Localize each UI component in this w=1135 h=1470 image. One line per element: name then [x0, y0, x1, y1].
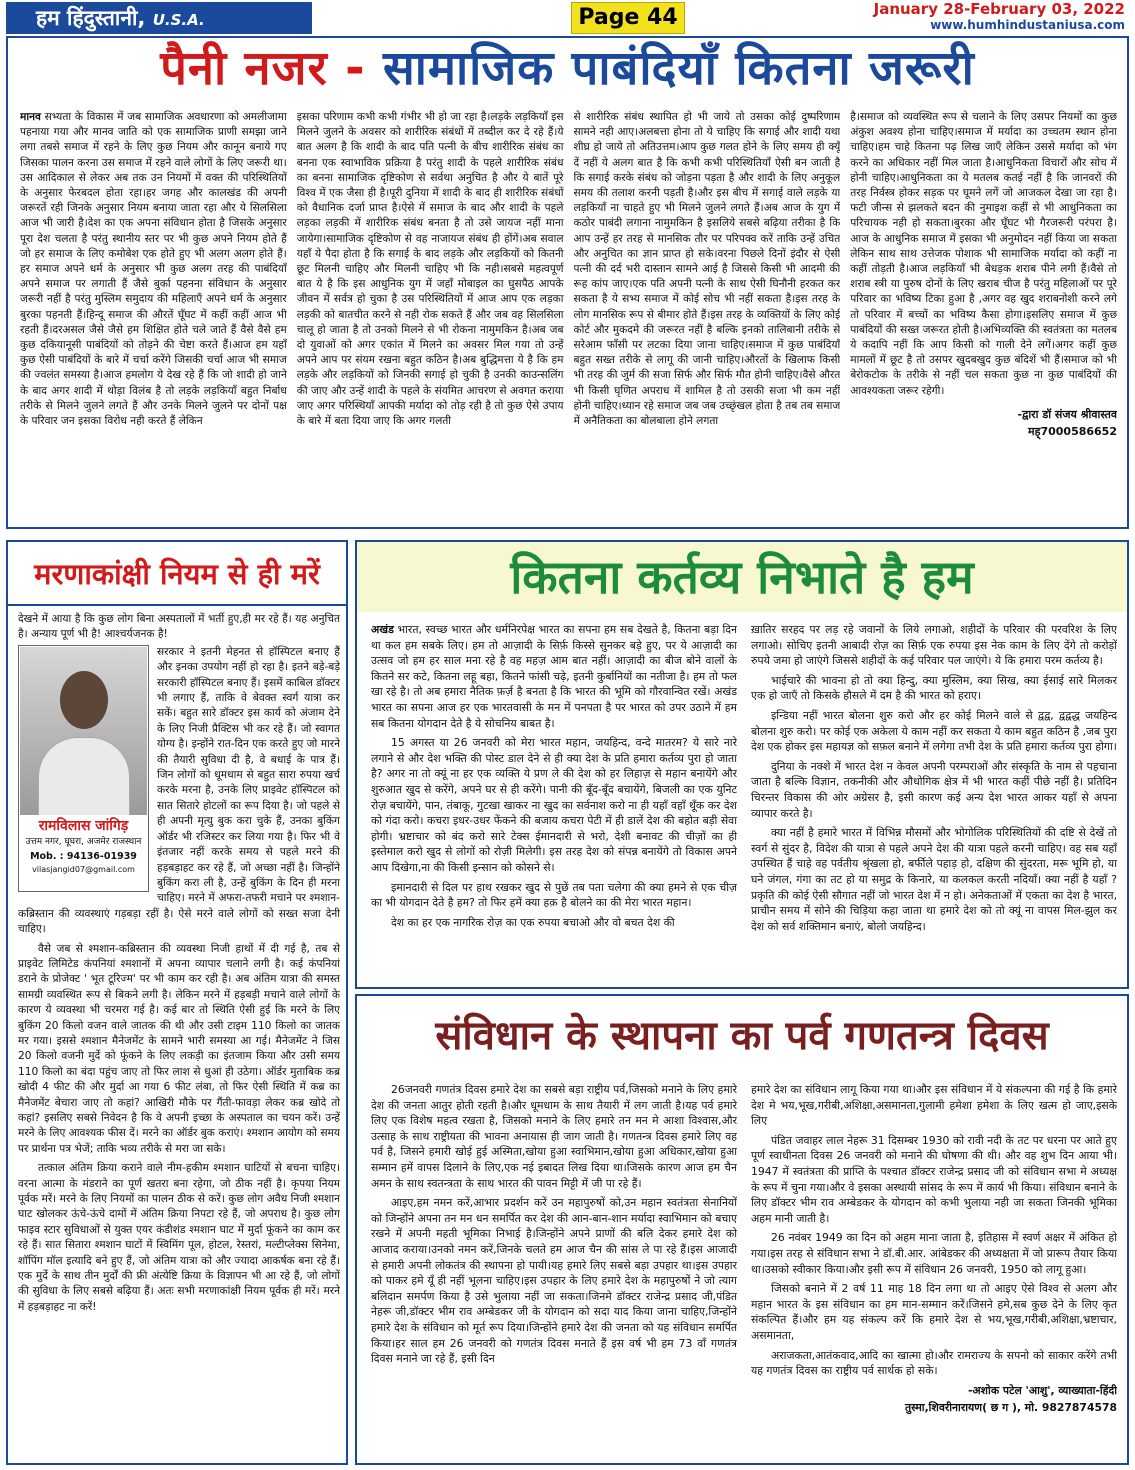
headline-prefix: पैनी नजर -: [160, 41, 366, 96]
page-header: [0, 0, 1135, 36]
text-column: [751, 1082, 1117, 1460]
paragraph: 26जनवरी गणतंत्र दिवस हमारे देश का सबसे बड़ा राष्ट्रीय पर्व,जिसको मनाने के लिए हमारे देश की जनता आतुर होती रहती है।और धूमधाम के साथ तैयारी में लग जाती है।यह पर्व हमारे लिए एक विशेष महत्व रखता है, जिसको मनाने के लिए हमारे तन मन मे आशा विश्वास,और उत्साह के साथ राष्ट्रीयता की भावना अनायास ही जाग जाती है। गणतन्त्र दिवस हमारे लिए वह पर्व है, जिसने हमारी खोई हुई अस्मिता,खोया हुआ स्वाभिमान,खोया हुआ अधिकार,खोया हुआ सम्मान हमें वापस दिलाने के लिए,एक नई इबादत लिख दिया था।जिसके कारण आज हम चैन अमन के साथ स्वतन्त्रता के साथ भारत की पावन मिट्टी में जी पा रहे हैं।: [371, 1083, 737, 1190]
paragraph: आइए,हम नमन करें,आभार प्रदर्शन करें उन महापुरुषों को,उन महान स्वतंत्रता सेनानियों को जिन्होंने अपना तन मन धन समर्पित कर देश की आन-बान-शान मर्यादा स्वाभिमान को बचाए रखने में अपनी महती भूमिका निभाई है।जिन्होंने अपने प्राणों की बलि देकर हमारे देश को आजाद कराया।उनको नमन करें,जिनके चलते हम आज चैन की सांस ले पा रहे हैं।इस आजादी से हमारी अपनी लोकतंत्र की स्थापना हो पायी।यह हमारे लिए सबसे बड़ा उपहार था।इस उपहार को पाकर हमे यूँ ही नहीं भूलना चाहिए।इस उपहार के लिए हमारे देश के महापुरुषों ने जो त्याग बलिदान समर्पण किया है उसे भुलाया नहीं जा सकता।जिनमे डॉक्टर राजेन्द्र प्रसाद जी,पंडित नेहरू जी,डॉक्टर भीम राव अम्बेडकर जी के योगदान को सदा याद किया जाना चाहिए,जिन्होंने हमारे देश के संविधान को मूर्त रूप दिया।जिन्होंने हमारे देश की जनता को यह संविधान समर्पित किया।हर साल हम 26 जनवरी को गणतंत्र दिवस मनाते हैं इस वर्ष भी हम 73 वाँ गणतंत्र दिवस मनाने जा रहे हैं, इसी दिन: [371, 1196, 737, 1366]
author-phone: मह्7000586652: [1028, 425, 1117, 439]
masthead: [6, 2, 312, 34]
article-headline: संविधान के स्थापना का पर्व गणतन्त्र दिवस: [435, 1013, 1049, 1059]
article-headline: कितना कर्तव्य निभाते है हम: [510, 550, 974, 604]
paragraph: 15 अगस्त या 26 जनवरी को मेरा भारत महान, जयहिन्द, वन्दे मातरम? ये सारे नारे लगाने से और देश भक्ति की पोस्ट डाल देने से ही क्या देश के प्रति हमारा कर्तव्य पुरा हो जाता है? अगर ना तो क्यूं ना हर एक व्यक्ति ये प्रण ले की देश को हर लिहाज़ से महान बनायेंगे और शुरुआत खुद से करेंगे, अपने घर से ही करेंगे। पानी की बूँद-बूँद बचायेंगे, बिजली का एक युनिट रोज़ बचायेंगे, पान, तंबाकू, गुटखा खाकर ना खुद का सर्वनाश करो ना ही यहाँ वहाँ थूँक कर देश को गंदा करो। कचरा इधर-उधर फेंकने की बजाय कचरा पेटी में ही डालें देश की बहोत बड़ी सेवा होगी। भ्रष्टाचार को बंद करो सारे टेक्स ईमानदारी से भरो, देशी बनावट की चीज़ों का ही इस्तेमाल करो खुद से लोगों को रोज़ी मिलेगी। इस तरह देश को संपन्न बनायेंगे तो विकास अपने आप दिखेगा,ना की किसी इन्सान को कोसने से।: [371, 736, 737, 874]
author-byline: -अशोक पटेल 'आशु', व्याख्याता-हिंदी: [967, 1383, 1117, 1397]
author-photo: [20, 647, 147, 815]
intro-paragraph: देखने में आया है कि कुछ लोग बिना अस्पतालों में भर्ती हुए,ही मर रहे हैं। यह अनुचित है। अन्याय पूर्ण भी है! आश्चर्यजनक है!: [18, 613, 340, 641]
text-column: [850, 110, 1117, 522]
author-card: [18, 645, 149, 892]
headline-main: सामाजिक पाबंदियाँ कितना जरूरी: [382, 41, 975, 96]
article-columns: [371, 1082, 1117, 1460]
article-republic-day: [355, 994, 1129, 1465]
paragraph: जिसको बनाने में 2 वर्ष 11 माह 18 दिन लगा था तो आइए ऐसे विश्व से अलग और महान भारत के इस संविधान का हम मान-सम्मान करें।जिसने हमे,सब कुछ देने के लिए कृत संकल्पित हैं।और हम यह संकल्प करें कि हमारे देश से भय,भूख,गरीबी,अशिक्षा,भ्रष्टाचार, असमानता,: [751, 1282, 1117, 1342]
author-byline: -द्वारा डॉ संजय श्रीवास्तव: [1017, 407, 1117, 421]
paragraph: 26 नवंबर 1949 का दिन को अहम माना जाता है, इतिहास में स्वर्ण अक्षर में अंकित हो गया।इस तरह से संविधान सभा ने डॉ.बी.आर. आंबेडकर की अध्यक्षता में जो प्रारूप तैयार किया था।उसको स्वीकार किया।और इसी रूप में संविधान 26 जनवरी, 1950 को लागू हुआ।: [751, 1231, 1117, 1276]
paragraph: सरकार ने इतनी मेहनत से हॉस्पिटल बनाए हैं और इनका उपयोग नहीं हो रहा है। इतने बड़े-बड़े सरकारी हॉस्पिटल बनाए हैं। इसमें काबिल डॉक्टर भी लगाए हैं, ताकि वे बेवक्त स्वर्ग यात्रा कर सकें। बहुत सारे डॉक्टर इस कार्य को अंजाम देने के लिए निजी प्रैक्टिस भी कर रहे हैं। जो स्वागत योग्य है। इन्होंने रात-दिन एक करते हुए जो मारने की तैयारी सुविधा दी है, वे बधाई के पात्र हैं। जिन लोगों को धूमधाम से बहुत सारा रुपया खर्च करके मरना है, उनके लिए प्राइवेट हॉस्पिटल को सात सितारे होटलों का रूप दिया है। जो पहले से ही अपनी मृत्यु बुक करा चुके हैं, उनका बुकिंग ऑर्डर भी रजिस्टर कर लिया गया है। फिर भी वे इंतजार नहीं करके समय से पहले मरने की हड़बड़ाहट कर रहे हैं, जो अच्छा नहीं है। जिन्होंने बुकिंग करा ली है, उन्हें बुकिंग के दिन ही मरना चाहिए। मरने में अफरा-तफरी मचाने पर श्मशान-कब्रिस्तान की व्यवस्थाएं गड़बड़ा रहीं है। ऐसे मरने वाले लोगों को सख्त सजा देनी चाहिए।: [18, 645, 340, 936]
paragraph: ख़ातिर सरहद पर लड़ रहे जवानों के लिये लगाओ, शहीदों के परिवार की परवरिश के लिए लगाओ। सोचिए इतनी आबादी रोज़ का सिर्फ़ एक रुपया इस नेक काम के लिए देंगे तो करोड़ों रुपये जमा हो जाएंगे जिससे शहीदों के कई परिवार पल जाएंगे। ये कि हमारा परम कर्तव्य है।: [751, 623, 1117, 668]
author-email: vilasjangid07@gmail.com: [32, 864, 135, 874]
masthead-name: हम हिंदुस्तानी,: [36, 6, 146, 30]
text-column: से शारीरिक संबंध स्थापित हो भी जाये तो उसका कोई दुष्परिणाम सामने नही आए।अलबत्ता होना तो ये चाहिए कि सगाई और शादी यथा शीघ्र हो जाये तो अतिउत्तम।आप कुछ गलत होने के लिए समय ही क्यूँ दें नहीं ये अलग बात है कि कभी कभी परिस्थितियाँ ऐसी बन जाती है कि सगाई करके संबंध को जोड़ना पड़ता है और शादी के लिए अनुकूल समय की तलाश करनी पड़ती है।और इस बीच में सगाई वाले लड़के या लड़कियाँ ना चाहते हुए भी मिलने जुलने लगते हैं।अब आज के युग में कठोर पाबंदी लगाना नामुमकिन है इसलिये सबसे बढ़िया तरीका है कि आप उन्हें हर तरह से मानसिक तौर पर परिपक्व करें ताकि उन्हें उचित और अनुचित का ज्ञान प्राप्त हो सके।वरना पिछले दिनों इंदौर से ऐसी पत्नी की दर्द भरी दास्तान सामने आई है जिससे किसी भी आदमी की रूह कांप जाए।एक पति अपनी पत्नी के साथ ऐसी घिनौनी हरकत कर सकता है ये सभ्य समाज में कोई सोच भी नहीं सकता है।इस तरह के लोग मानसिक रूप से बीमार होते हैं।इस तरह के व्यक्तियों के लिए कोई कोर्ट और मुकदमे की जरूरत नहीं है बल्कि इनको तालिबानी तरीके से सरेआम फाँसी पर लटका दिया जाना चाहिए।समाज में कुछ पाबंदियाँ बहुत सख्त तरीके से लागू की जानी चाहिए।औरतों के खिलाफ किसी भी तरह की जुर्म की सजा सिर्फ और सिर्फ मौत होनी चाहिए।वैसे औरत भी किसी घृणित अपराध में शामिल है तो उसकी सजा भी कम नहीं होनी चाहिए।ध्यान रहे समाज जब जब उच्छृंखल होता है तब तब समाज में अनैतिकता का बोलबाला होने लगता: [573, 111, 841, 428]
text-column: [751, 622, 1117, 984]
article-headline: [8, 40, 1127, 98]
paragraph: भारत, स्वच्छ भारत और धर्मनिरपेक्ष भारत का सपना हम सब देखते है, कितना बड़ा दिन था कल हम सबके लिए। हम तो आज़ादी के सिर्फ़ किस्से सुनकर बड़े हुए, पर ये आज़ादी का उत्सव जो हम हर साल मना रहे है वह महज़ आम बात नहीं। आज़ादी का बीज बोने वालों के कितने सर कटे, कितना लहू बहा, कितने फांसी चढ़े, इतनी कुर्बानियों का नतीजा है। हम तो फल खा रहे है। तो अब हमारा नैतिक फ़र्ज़ है बनता है कि भारत की भूमि को गौरवान्वित रखें। अखंड भारत का सपना आज हर एक भारतवासी के मन में पनपता है पर भारत को उपर उठाने में हम सब कितना योगदान देते है ये सोचनिय बाबत है।: [371, 623, 737, 730]
column-text: सभ्यता के विकास में जब सामाजिक अवधारणा को अमलीजामा पहनाया गया और मानव जाति को एक सामाजिक प्राणी समझा जाने लगा तबसे समाज में रहने के लिए कुछ नियम और कानून बनाये गए जिसका पालन करना उस समाज में रहने वाले लोगों के लिए जरूरी था।उस आदिकाल से लेकर अब तक उन नियमों में वक्त की परिस्थितियों के अनुसार फेरबदल होता रहा।हर जगह और कालखंड की अपनी जरूरतें रही जिनके अनुसार नियम बनाया जाता रहा और ये सिलसिला आज भी जारी है।देश का एक अपना संविधान होता है जिसके अनुसार पूरा देश चलता है परंतु स्थानीय स्तर पर भी कुछ अपने नियम होते हैं जो हर समाज के लिए कमोबेश एक होते हुए भी अलग अलग होते हैं।हर समाज अपने धर्म के अनुसार भी कुछ अलग तरह की पाबंदियाँ अपने समाज पर लगाती हैं जैसे बुर्का पहनना संविधान के अनुसार जरूरी नहीं है परंतु मुस्लिम समुदाय की महिलाएँ अपने धर्म के अनुसार बुरका पहनती हैं।हिन्दू समाज की औरतें घूँघट में कहीं कहीं आज भी रहती हैं।दरअसल जैसे जैसे हम शिक्षित होते चले जाते हैं वैसे वैसे हम कुछ दकियानूसी पाबंदियों को तोड़ने की चेष्टा करते हैं।आज हम यहाँ कुछ ऐसी पाबंदियों के बारे में चर्चा करेंगे जिसकी चर्चा आज भी समाज की ज्वलंत समस्या है।आज हमलोग ये देख रहे हैं कि जो शादी हो जाने के बाद अगर शादी में थोड़ा विलंब है तो लड़के लड़कियाँ बहुत निर्बाध तरीके से मिलने जुलने लगते हैं और उनके मिलने जुलने पर दोनों पक्ष के परिवार जन इसका विरोध नही करते हैं लेकिन: [20, 111, 287, 428]
issue-date: January 28-February 03, 2022: [873, 0, 1125, 18]
text-column: [20, 110, 287, 522]
article-satire: [6, 540, 348, 1465]
article-columns: [371, 622, 1117, 984]
column-text: है।समाज को व्यवस्थित रूप से चलाने के लिए उसपर नियमों का कुछ अंकुश अवश्य होना चाहिए।समाज में मर्यादा का उच्चतम स्थान होना चाहिए।हम चाहे कितना पढ़ लिख जाएँ लेकिन उससे मर्यादा को भंग करने का अधिकार नहीं मिल जाता है।आधुनिकता विचारों और सोच में होनी चाहिए।आधुनिकता का ये मतलब कतई नहीं है कि जानवरों की तरह निर्वस्त्र होकर सड़क पर घूमने लगें जो आजकल देखा जा रहा है।फटी जीन्स से झलकते बदन की नुमाइश कहीं से भी आधुनिकता का परिचायक नही हो सकता।बुरका और घूँघट भी गैरजरूरी परंपरा है।आज के आधुनिक समाज में इसका भी अनुमोदन नहीं किया जा सकता लेकिन साथ साथ उत्तेजक पोशाक भी सामाजिक मर्यादा को कहीं ना कहीं तोड़ती है।आज लड़कियाँ भी बेधड़क शराब पीने लगी हैं।वैसे तो शराब स्त्री या पुरुष दोनों के लिए खराब चीज है परंतु महिलाओं पर पूरे परिवार का भविष्य टिका हुआ है ,अगर वह खुद शराबनोशी करने लगे तो परिवार में बच्चों का भविष्य कैसा होगा।इसलिए समाज में कुछ पाबंदियों की सख्त जरूरत होती है।अभिव्यक्ति की स्वतंत्रता का मतलब ये कदापि नहीं कि आप किसी को गाली देने लगें।अगर कहीं कुछ मामलों में छूट है तो उसपर खुदबखुद कुछ बंदिशें भी हैं।समाज को भी बेरोकटोक के तरीके से नहीं चल सकता कुछ ना कुछ पाबंदियों की आवश्यकता जरूर रहेगी।: [850, 111, 1117, 397]
website-link[interactable]: www.humhindustaniusa.com: [930, 18, 1125, 32]
article-body: [18, 612, 340, 1462]
author-contact: तुस्मा,शिवरीनारायण( छ ग ), मो. 9827874578: [904, 1400, 1117, 1414]
article-columns: [20, 110, 1117, 522]
paragraph: अराजकता,आतंकवाद,आदि का खात्मा हो।और रामराज्य के सपनो को साकार करेंगे तभी यह गणतंत्र दिवस का राष्ट्रीय पर्व सार्थक हो सके।: [751, 1348, 1117, 1378]
paragraph: देश का हर एक नागरिक रोज़ का एक रुपया बचाओ और वो बचत देश की: [391, 915, 675, 929]
paragraph: भाईचारे की भावना हो तो क्या हिन्दु, क्या मुस्लिम, क्या सिख, क्या ईसाई सारे मिलकर एक हो जाएँ तो किसके हौसले में दम है की भारत को हराए।: [751, 673, 1117, 703]
paragraph: तत्काल अंतिम क्रिया कराने वाले नीम-हकीम श्मशान घाटियों से बचना चाहिए। वरना आत्मा के मंडराने का पूर्ण खतरा बना रहेगा, जो ठीक नहीं है। कृपया नियम पूर्वक मरें। मरने के लिए नियमों का पालन ठीक से करें। कुछ लोग अवैध निजी श्मशान घाट खोलकर ऊंचे-ऊंचे दामों में अंतिम क्रिया निपटा रहे हैं, जो अपराध है। कुछ लोग फाइव स्टार सुविधाओं से युक्त एयर कंडीशंड श्मशान घाट में मुर्दा फूंकने का काम कर रहे हैं। सात सितारा श्मशान घाटों में स्विमिंग पूल, होटल, रेस्तरां, मल्टीप्लेक्स सिनेमा, शॉपिंग मॉल इत्यादि बने हुए हैं, जो अंतिम यात्रा को और ज्यादा आकर्षक बना रहे हैं। एक मुर्दे के साथ तीन मुर्दों की फ्री अंत्येष्टि क्रिया के विज्ञापन भी आ रहे हैं, जो लोगों की सुविधा के लिए सबसे बढ़िया हैं। अतः सभी मरणाकांक्षी नियम पूर्वक ही मरें। मरने में हड़बड़ाहट ना करें!: [18, 1162, 340, 1313]
article-headline: मरणाकांक्षी नियम से ही मरें: [8, 544, 346, 606]
page-number: Page 44: [571, 2, 685, 34]
text-column: [371, 622, 737, 984]
author-name: रामविलास जांगिड़: [38, 817, 129, 834]
text-column: इसका परिणाम कभी कभी गंभीर भी हो जा रहा है।लड़के लड़कियाँ इस मिलने जुलने के अवसर को शारीरिक संबंधों में तब्दील कर दे रहे हैं।ये बात अलग है कि शादी के बाद पति पत्नी के बीच शारीरिक संबंध का बनना एक स्वाभाविक प्रक्रिया है परंतु शादी के पहले शारीरिक संबंध का बनना सामाजिक दृष्टिकोण से सर्वथा अनुचित है और ये बातें पूरे विश्व में एक जैसा ही है।पूरी दुनिया में शादी के बाद ही शारीरिक संबंधों को वैधानिक दर्जा प्राप्त है।ऐसे में समाज के बाद और शादी के पहले लड़का लड़की में शारीरिक संबंध बनता है तो उसे जायज नहीं माना जायेगा।सामाजिक दृष्टिकोण से वह नाजायज संबंध ही होंगें।अब सवाल यहाँ ये पैदा होता है कि सगाई के बाद लड़के और लड़कियों को कितनी छूट मिलनी चाहिए और मिलनी चाहिए भी कि नही।सबसे महत्वपूर्ण बात ये है कि इस आधुनिक युग में जहाँ मोबाइल का घुसपैठ आपके जीवन में सर्वत्र हो चुका है उस परिस्थितियों में आज आप एक लड़का लड़की को बातचीत करने से नही रोक सकते हैं और जब वह सिलसिला चालू हो जाता है तो उनको मिलने से भी रोकना नामुमकिन है।अब जब दो युवाओं को अगर एकांत में मिलने का अवसर मिल गया तो उन्हें अपने आप पर संयम रखना बहुत कठिन है।अब बुद्धिमत्ता ये है कि हम लड़के और लड़कियों को जिनकी सगाई हो चुकी है उनकी काउन्सलिंग की जाए और उन्हें शादी के पहले के संयमित आचरण से अवगत कराया जाए अगर परिस्थियाँ आपकी मर्यादा को तोड़ रही है तो कुछ ऐसे उपाय के बारे में बता दिया जाए कि अगर गलती: [296, 111, 564, 428]
paragraph: पंडित जवाहर लाल नेहरू 31 दिसम्बर 1930 को रावी नदी के तट पर धरना पर आते हुए पूर्ण स्वाधीनता दिवस 26 जनवरी को मनाने की घोषणा की थी। और वह शुभ दिन आया भी। 1947 में स्वतंत्रता की प्राप्ति के पश्चात डॉक्टर राजेन्द्र प्रसाद जी को संविधान सभा मे अध्यक्ष के रूप में चुना गया।और वे इसका अस्थायी सांसद के रूप में कार्य भी किया। संविधान बनाने के लिए डॉक्टर भीम राव अम्बेडकर के योगदान को कभी भुलाया नही जा सकता जिनकी भूमिका अहम मानी जाती है।: [751, 1133, 1117, 1225]
masthead-country: U.S.A.: [152, 11, 205, 29]
author-address: उत्तम नगर, घूघरा, अजमेर राजस्थान: [25, 836, 142, 847]
paragraph: इन्डिया नहीं भारत बोलना शुरु करो और हर कोई मिलने वाले से द्वद्व, द्वद्वद्ध जयहिन्द बोलना शुरु करो। पर कोई एक अकेला ये काम नहीं कर सकता ये काम बहुत कठिन है ,जब पुरा देश एक होकर इस महायज्ञ को सफ़ल बनाने में लगेगा तभी देश के प्रति हमारा कर्तव्य पुरा होगा।: [751, 708, 1117, 754]
paragraph: क्या नहीं है हमारे भारत में विभिन्न मौसमों और भोगोलिक परिस्थितियों की दष्टि से देखें तो स्वर्ग से सुंदर है, विदेश की यात्रा से पहले अपने देश की यात्रा पहले करनी चाहिए। वह सब यहाँ उपस्थित हैं चाहे वह पर्वतीय श्रृंखला हो, बर्फीले पहाड़ हो, दक्षिण की सुंदरता, मरू भूमि हो, या घने जंगल, गंगा का तट हो या समुद्र के किनारे, या कलकल करती नदियाँ। क्या नहीं है यहाँ ? प्रकृति की कोई ऐसी सौगात नहीं जो भारत देश में न हो। अनेकताओं में एकता का देश है भारत, प्राचीन समय में सोने की चिड़िया कहा जाता था हमारे देश को तो क्यूं ना वापस मिल-झुल कर देश को सर्व शक्तिमान बनाएं, बोलो जयहिन्द।: [751, 826, 1117, 933]
paragraph: हमारे देश का संविधान लागू किया गया था।और इस संविधान में ये संकल्पना की गई है कि हमारे देश मे भय,भूख,गरीबी,अशिक्षा,असमानता,गुलामी हमेशा हमेशा के लिए खत्म हो जाए,इसके लिए: [751, 1083, 1117, 1128]
paragraph: दुनिया के नक्शे में भारत देश न केवल अपनी परम्पराओं और संस्कृति के नाम से पहचाना जाता है बल्कि विज्ञान, तकनीकी और औधोगिक क्षेत्र में भी भारत कहीं पीछे नहीं है। प्रतिदिन चिरन्तर विकास की ओर अग्रेसर है, इसी कारण कई अन्य देश भारत आकर यहाँ से अपना व्यापार करते है।: [751, 759, 1117, 820]
lead-word: अखंड: [371, 623, 394, 636]
article-duty: [355, 540, 1129, 989]
paragraph: इमानदारी से दिल पर हाथ रखकर खुद से पुछें तब पता चलेगा की क्या हमने से एक चीज़ का भी योगदान देते है हम? तो फिर हमें क्या हक़ है बोलने का की मेरा भारत महान।: [371, 880, 737, 910]
text-column: [371, 1082, 737, 1460]
lead-word: मानव: [20, 111, 41, 123]
article-social-restrictions: [6, 36, 1129, 529]
paragraph: वैसे जब से श्मशान-कब्रिस्तान की व्यवस्था निजी हाथों में दी गई है, तब से प्राइवेट लिमिटेड कंपनियां श्मशानों में अपना व्यापार चलाने लगी है। कई कंपनियां डराने के प्रोजेक्ट ' भूत टूरिज्म' पर भी काम कर रही है। अब अंतिम यात्रा की समस्त सामग्री व्यवस्थित रूप से बिकने लगी है। लेकिन मरने में हड़बड़ी मचाने वाले लोगों के कारण ये व्यवस्था भी चरमरा गई है। कई बार तो स्थिति ऐसी हुई कि मरने के लिए बुकिंग 20 किलो वजन वाले जातक की थी और उसी टाइम 110 किलो का जातक मर गया। इससे श्मशान मैनेजमेंट के सामने भारी समस्या आ गई। मैनेजमेंट ने जिस 20 किलो वजनी मुर्दे को फूंकने के लिए लकड़ी का इंतजाम किया और उसी समय 110 किलो का बंदा पहुंच जाए तो फिर लाश से धुआं ही उठेगा। ऑर्डर मुताबिक कब्र खोदी 4 फीट की और मुर्दा आ गया 6 फीट लंबा, तो फिर ऐसी स्थिति में कब्र का मैनेजमेंट बेचारा जाए तो कहां? आखिरी मौके पर गैंती-फावड़ा लेकर कब्र खोदे तो कहां? इसलिए सबसे निवेदन है कि वे अपनी इच्छा के अस्पताल का चयन करें। उन्हें मरने के लिए आवश्यक फीस दें। मरने का ऑर्डर बुक कराएं। श्मशान आयोग को समय पर प्रार्थना पत्र भेजें; ताकि भव्य तरीके से मरा जा सके।: [18, 942, 340, 1155]
author-mobile: Mob. : 94136-01939: [30, 850, 137, 862]
